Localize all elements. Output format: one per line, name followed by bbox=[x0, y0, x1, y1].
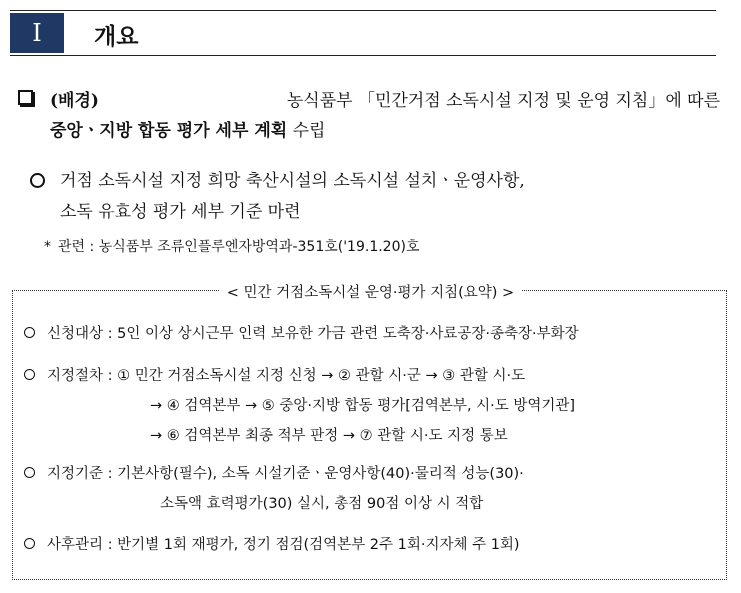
background-line1-text: 농식품부 「민간거점 소독시설 지정 및 운영 지침」에 따른 bbox=[286, 91, 720, 111]
header-top-rule bbox=[10, 10, 716, 11]
section-header bbox=[10, 10, 716, 56]
summary-item-text: 지정절차 : ① 민간 거점소독시설 지정 신청 → ② 관할 시·군 → ③ 관할 시·도 bbox=[47, 368, 526, 384]
circle-bullet-icon bbox=[30, 173, 45, 188]
summary-procedure-line-2: → ④ 검역본부 → ⑤ 중앙·지방 합동 평가[검역본부, 시·도 방역기관] bbox=[150, 398, 576, 414]
section-number: I bbox=[32, 19, 42, 47]
circle-bullet-icon bbox=[24, 467, 35, 478]
reference-note bbox=[44, 236, 419, 256]
note-asterisk: * bbox=[44, 239, 51, 255]
background-item bbox=[18, 86, 720, 146]
sub-point-line-2: 소독 유효성 평가 세부 기준 마련 bbox=[60, 202, 301, 222]
background-line-1 bbox=[50, 86, 720, 116]
circle-bullet-icon bbox=[24, 538, 35, 549]
sub-point-item bbox=[30, 166, 720, 228]
circle-bullet-icon bbox=[24, 369, 35, 380]
summary-item-eligibility bbox=[24, 320, 579, 348]
summary-item-text: 신청대상 : 5인 이상 상시근무 인력 보유한 가금 관련 도축장·사료공장·종축장·부화장 bbox=[47, 326, 579, 342]
summary-criteria-line-2: 소독액 효력평가(30) 실시, 총점 90점 이상 시 적합 bbox=[160, 496, 484, 512]
sub-point-line-1: 거점 소독시설 지정 희망 축산시설의 소독시설 설치ㆍ운영사항, bbox=[60, 171, 525, 191]
background-label: (배경) bbox=[50, 91, 99, 111]
circle-bullet-icon bbox=[24, 327, 35, 338]
summary-item-procedure bbox=[24, 362, 525, 390]
summary-item-text: 지정기준 : 기본사항(필수), 소독 시설기준ㆍ운영사항(40)·물리적 성능(30)· bbox=[47, 466, 524, 482]
background-text bbox=[50, 86, 720, 146]
background-plan-title: 중앙ㆍ지방 합동 평가 세부 계획 bbox=[50, 121, 288, 141]
background-line2-suffix: 수립 bbox=[287, 121, 326, 141]
background-line-2 bbox=[50, 116, 720, 146]
sub-point-text bbox=[60, 166, 720, 228]
summary-item-followup bbox=[24, 531, 520, 559]
header-bottom-rule bbox=[10, 55, 716, 56]
checkbox-square-icon bbox=[18, 90, 33, 105]
section-title: 개요 bbox=[94, 24, 139, 50]
note-text: 관련 : 농식품부 조류인플루엔자방역과-351호('19.1.20)호 bbox=[58, 239, 420, 255]
summary-title: < 민간 거점소독시설 운영·평가 지침(요약) > bbox=[0, 281, 741, 302]
summary-item-text: 사후관리 : 반기별 1회 재평가, 정기 점검(검역본부 2주 1회·지자체 주 1회) bbox=[47, 537, 520, 553]
summary-item-criteria bbox=[24, 460, 524, 488]
section-number-badge bbox=[10, 13, 64, 53]
summary-procedure-line-3: → ⑥ 검역본부 최종 적부 판정 → ⑦ 관할 시·도 지정 통보 bbox=[150, 428, 508, 444]
